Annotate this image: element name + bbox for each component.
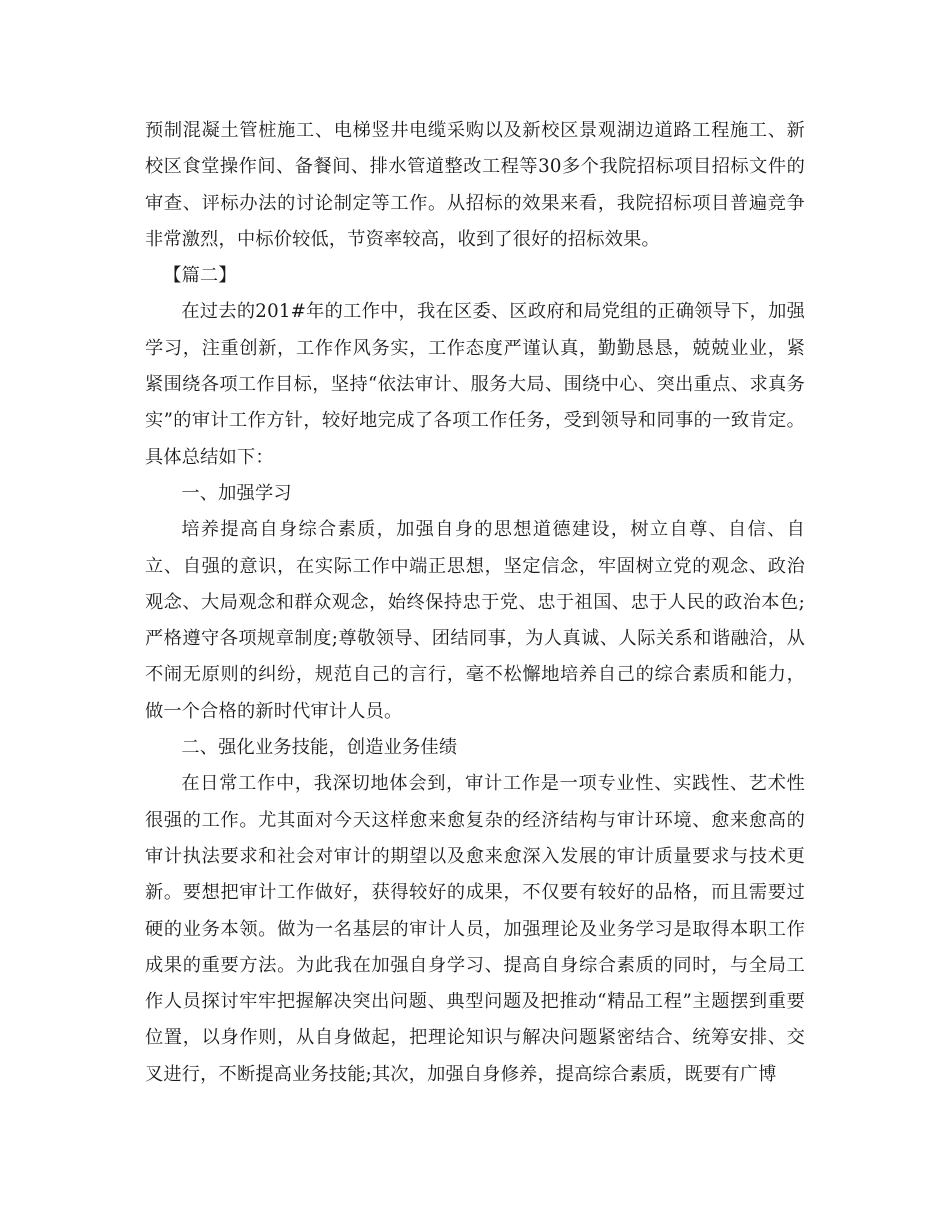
paragraph-business-skills: 在日常工作中，我深切地体会到，审计工作是一项专业性、实践性、艺术性很强的工作。尤其面对今天这样愈来愈复杂的经济结构与审计环境、愈来愈高的审计执法要求和社会对审计的期望以及愈来愈深入发展的审计质量要求与技术更新。要想把审计工作做好，获得较好的成果，不仅要有较好的品格，而且需要过硬的业务本领。做为一名基层的审计人员，加强理论及业务学习是取得本职工作成果的重要方法。为此我在加强自身学习、提高自身综合素质的同时，与全局工作人员探讨牢牢把握解决突出问题、典型问题及把推动“精品工程”主题摆到重要位置，以身作则，从自身做起，把理论知识与解决问题紧密结合、统筹安排、交叉进行，不断提高业务技能;其次，加强自身修养，提高综合素质，既要有广博: [145, 773, 805, 1085]
paragraph-intro: 在过去的201#年的工作中，我在区委、区政府和局党组的正确领导下，加强学习，注重创新，工作作风务实，工作态度严谨认真，勤勤恳恳，兢兢业业，紧紧围绕各项工作目标，坚持“依法审计、服务大局、围绕中心、突出重点、求真务实”的审计工作方针，较好地完成了各项工作任务，受到领导和同事的一致肯定。具体总结如下：: [145, 301, 805, 468]
document-body: [145, 113, 805, 1093]
subheading-strengthen-learning: 一、加强学习: [181, 482, 292, 504]
section-heading-part-two: 【篇二】: [163, 265, 237, 287]
paragraph-bidding-summary: 预制混凝土管桩施工、电梯竖井电缆采购以及新校区景观湖边道路工程施工、新校区食堂操作间、备餐间、排水管道整改工程等30多个我院招标项目招标文件的审查、评标办法的讨论制定等工作。从招标的效果来看，我院招标项目普遍竞争非常激烈，中标价较低，节资率较高，收到了很好的招标效果。: [145, 120, 805, 250]
paragraph-learning: 培养提高自身综合素质，加强自身的思想道德建设，树立自尊、自信、自立、自强的意识，在实际工作中端正思想，坚定信念，牢固树立党的观念、政治观念、大局观念和群众观念，始终保持忠于党、忠于祖国、忠于人民的政治本色;严格遵守各项规章制度;尊敬领导、团结同事，为人真诚、人际关系和谐融洽，从不闹无原则的纠纷，规范自己的言行，毫不松懈地培养自己的综合素质和能力，做一个合格的新时代审计人员。: [145, 519, 805, 722]
subheading-business-skills: 二、强化业务技能，创造业务佳绩: [181, 737, 458, 759]
